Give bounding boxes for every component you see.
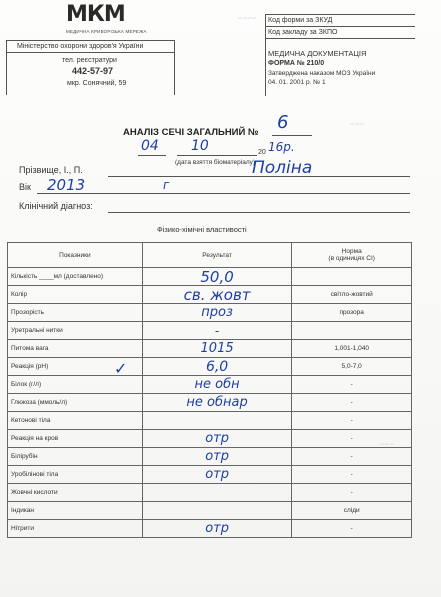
row-indicator: Реакція на кров [8, 430, 143, 448]
table-row [8, 394, 412, 412]
row-indicator: Білірубін [8, 448, 143, 466]
row-indicator: Питома вага [8, 340, 143, 358]
row-result [142, 484, 292, 502]
row-norm: 5,0-7,0 [292, 358, 412, 376]
row-result [142, 304, 292, 322]
row-norm: - [292, 376, 412, 394]
approved-text: Затверджена наказом МОЗ України [268, 70, 376, 77]
row-indicator: Уретральні нитки [8, 322, 143, 340]
row-result [142, 322, 292, 340]
edrpou-label: Код форми за ЗКУД [268, 17, 333, 24]
ministry-name: Міністерство охорони здоров'я України [17, 43, 144, 50]
patient-name-value: Поліна [252, 158, 313, 178]
row-result-value: не обнар [186, 394, 248, 410]
row-indicator: Уробілінові тіла [8, 466, 143, 484]
row-norm [292, 268, 412, 286]
row-result [142, 502, 292, 520]
row-indicator: Білок (г/л) [8, 376, 143, 394]
table-row [8, 448, 412, 466]
doc-title: МЕДИЧНА ДОКУМЕНТАЦІЯ [268, 49, 367, 58]
row-result [142, 268, 292, 286]
row-result-value: 6,0 [205, 358, 229, 375]
row-norm: - [292, 448, 412, 466]
zkpo-label: Код закладу за ЗКПО [268, 29, 338, 36]
row-indicator: Прозорість [8, 304, 143, 322]
row-norm: - [292, 394, 412, 412]
date-year-prefix: 20 [258, 149, 266, 156]
diagnosis-label: Клінічний діагноз: [19, 201, 93, 211]
row-result [142, 412, 292, 430]
patient-age-value: 2013 [47, 176, 86, 194]
table-row [8, 466, 412, 484]
analysis-title: АНАЛІЗ СЕЧІ ЗАГАЛЬНИЙ № [123, 127, 259, 138]
row-result-value: - [214, 323, 220, 338]
date-day: 04 [141, 138, 159, 154]
row-result [142, 520, 292, 538]
row-norm [292, 322, 412, 340]
table-row [8, 430, 412, 448]
clinic-logo-subtitle: МЕДИЧНА КРИВОРІЗЬКА МЕРЕЖА [66, 29, 147, 34]
clinic-logo: МКМ [66, 2, 125, 27]
row-norm: - [292, 484, 412, 502]
table-row [8, 484, 412, 502]
phone-label: тел. реєстратури [62, 57, 117, 64]
row-result-value: проз [201, 304, 233, 320]
row-result-value: св. жовт [183, 285, 251, 304]
row-norm: - [292, 520, 412, 538]
phone-number: 442-57-97 [72, 66, 114, 76]
row-indicator: Реакція (рН) [8, 358, 143, 376]
header-norm-label: Норма [341, 248, 362, 255]
row-norm: - [292, 412, 412, 430]
row-result-value: отр [205, 466, 229, 482]
row-result-value: 1015 [200, 340, 234, 356]
row-norm: 1,001-1,040 [292, 340, 412, 358]
analysis-number: 6 [277, 112, 289, 133]
row-indicator: Кетонові тіла [8, 412, 143, 430]
row-norm: світло-жовтий [292, 286, 412, 304]
row-result-value: 50,0 [200, 267, 234, 286]
patient-age-label: Вік [19, 182, 31, 192]
row-norm: - [292, 430, 412, 448]
table-row [8, 358, 412, 376]
row-result [142, 448, 292, 466]
table-row [8, 520, 412, 538]
table-row [8, 340, 412, 358]
show-through-text: ~~~~ [238, 14, 257, 23]
section-title: Фізико-хімічні властивості [157, 225, 247, 234]
row-indicator: Глюкоза (ммоль/л) [8, 394, 143, 412]
form-number: ФОРМА № 210/0 [268, 60, 325, 67]
date-caption: (дата взяття біоматеріалу) [175, 159, 256, 166]
table-row [8, 412, 412, 430]
row-norm: - [292, 466, 412, 484]
row-result [142, 340, 292, 358]
row-result-value: отр [205, 448, 229, 464]
date-year-suffix: 16р. [268, 140, 295, 154]
table-row [8, 376, 412, 394]
row-norm: прозора [292, 304, 412, 322]
header-result: Результат [142, 243, 292, 268]
row-result-value: отр [205, 430, 229, 446]
row-indicator: Жовчні кислоти [8, 484, 143, 502]
patient-age-mark: г [163, 178, 170, 192]
patient-name-label: Прізвище, І., П. [19, 165, 83, 175]
row-result [142, 358, 292, 376]
results-table [7, 242, 412, 538]
checkmark-mark: ✓ [114, 359, 128, 378]
show-through-text: ~~~ [350, 120, 365, 129]
row-result [142, 286, 292, 304]
clinic-address: мкр. Сонячний, 59 [67, 80, 127, 87]
table-header-row [8, 243, 412, 268]
approved-date: 04. 01. 2001 р. № 1 [268, 79, 326, 86]
header-norm [292, 243, 412, 268]
row-result [142, 394, 292, 412]
row-indicator: Нітрити [8, 520, 143, 538]
row-indicator: Індикан [8, 502, 143, 520]
row-result-value: отр [205, 520, 229, 536]
row-norm: сліди [292, 502, 412, 520]
row-result [142, 376, 292, 394]
row-indicator: Кількість ____мл (доставлено) [8, 268, 143, 286]
header-norm-units: (в одиницях СІ) [328, 255, 375, 262]
show-through-text: ~~~ [380, 440, 395, 449]
table-row [8, 502, 412, 520]
table-row [8, 268, 412, 286]
date-month: 10 [191, 138, 209, 154]
row-result [142, 466, 292, 484]
row-indicator: Колір [8, 286, 143, 304]
row-result-value: не обн [194, 376, 240, 392]
table-row [8, 304, 412, 322]
header-indicator: Показники [8, 243, 143, 268]
table-row [8, 286, 412, 304]
table-row [8, 322, 412, 340]
row-result [142, 430, 292, 448]
